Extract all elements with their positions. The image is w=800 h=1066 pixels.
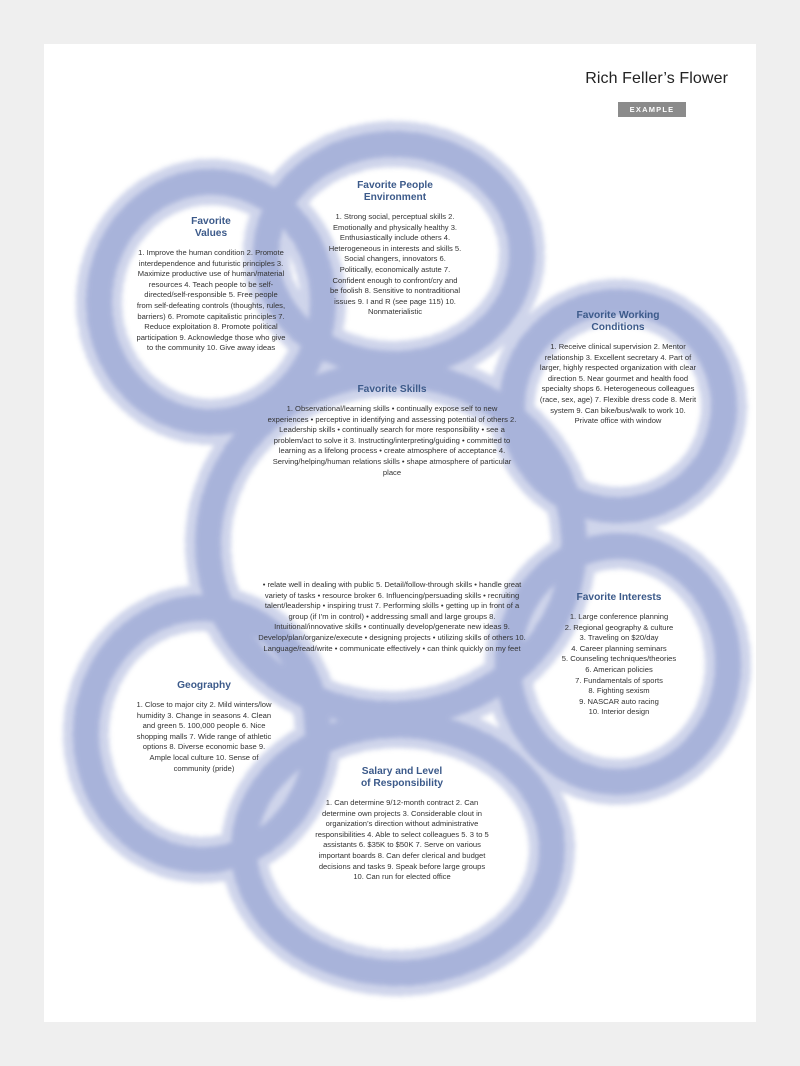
heading-line: Favorite Working (576, 310, 660, 321)
heading-line: Conditions (591, 322, 645, 333)
petal-people (328, 180, 462, 318)
petal-values (136, 216, 286, 354)
petal-values-heading (136, 216, 286, 240)
petal-skills-body-bottom: • relate well in dealing with public 5. Detail/follow-through skills • handle great variety of tasks • resource broker 6. Influencing/persuading skills • recruiting talent/leadership • inspiring trust 7. Performing skills • getting up in front of a group (if I’m in control) • addressing small and large groups 8. Intuitional/innovative skills • continually develop/generate new ideas 9. Develop/plan/organize/execute • designing projects • utilizing skills of others 10. Language/read/write • communicate effectively • can think quickly on my feet (258, 580, 526, 653)
interest-item: 2. Regional geography & culture (564, 622, 674, 632)
petal-working (538, 310, 698, 427)
heading-line: of Responsibility (360, 778, 444, 789)
petal-interests-heading: Favorite Interests (576, 592, 662, 603)
petal-working-body: 1. Receive clinical supervision 2. Mentor relationship 3. Excellent secretary 4. Part of larger, highly respected organization with clear direction 5. Near gourmet and health food specialty shops 6. Heterogeneous colleagues (race, sex, age) 7. Flexible dress code 8. Merit system 9. Can bike/bus/walk to work 10. Private office with window (539, 342, 697, 426)
petal-working-heading (538, 310, 698, 334)
heading-line: Salary and Level (361, 766, 443, 777)
petal-skills-continued (256, 580, 528, 654)
petal-people-heading (328, 180, 462, 204)
petal-geography-heading: Geography (177, 680, 231, 691)
petal-people-body: 1. Strong social, perceptual skills 2. Emotionally and physically healthy 3. Enthusiastically include others 4. Heterogeneous in interests and skills 5. Social changers, innovators 6. Politically, economically astute 7. Confident enough to confront/cry and be foolish 8. Sensitive to nontraditional issues 9. I and R (see page 115) 10. Nonmaterialistic (328, 212, 462, 317)
page-title: Rich Feller’s Flower (585, 70, 728, 87)
petal-skills-body-top: 1. Observational/learning skills • continually expose self to new experiences • perceptive in identifying and assessing potential of others 2. Leadership skills • continually search for more responsibility • see a problem/act to solve it 3. Instructing/interpreting/guiding • committed to learning as a lifelong process • create atmosphere of acceptance 4. Serving/helping/human relations skills • shape atmosphere of particular place (267, 404, 517, 477)
example-badge: EXAMPLE (618, 102, 686, 117)
interest-item: 8. Fighting sexism (588, 686, 650, 696)
interest-item: 9. NASCAR auto racing (579, 696, 659, 706)
petal-salary-body: 1. Can determine 9/12-month contract 2. Can determine own projects 3. Considerable clout in organization’s direction without administrative responsibilities 4. Able to select colleagues 5. 3 to 5 assistants 6. $35K to $50K 7. Serve on various important boards 8. Can defer clerical and budget decisions and tasks 9. Speak before large groups 10. Can run for elected office (315, 798, 489, 882)
petal-interests (538, 592, 700, 718)
heading-line: Favorite People (357, 180, 433, 191)
interest-item: 5. Counseling techniques/theories (561, 654, 677, 664)
petal-salary (314, 766, 490, 883)
interest-item: 7. Fundamentals of sports (575, 675, 663, 685)
petal-geography (136, 680, 272, 774)
interest-item: 10. Interior design (588, 707, 650, 717)
heading-line: Environment (363, 192, 427, 203)
petal-values-body: 1. Improve the human condition 2. Promote interdependence and futuristic principles 3. Maximize productive use of human/material resources 4. Teach people to be self-directed/self-responsible 5. Free people from self-defeating controls (thoughts, rules, barriers) 6. Promote capitalistic principles 7. Reduce exploitation 8. Promote political participation 9. Acknowledge those who give to the community 10. Give away ideas (136, 248, 286, 353)
interest-item: 1. Large conference planning (569, 612, 669, 621)
heading-line: Favorite (191, 216, 231, 227)
interest-item: 3. Traveling on $20/day (579, 633, 659, 643)
petal-geography-body: 1. Close to major city 2. Mild winters/low humidity 3. Change in seasons 4. Clean and green 5. 100,000 people 6. Nice shopping malls 7. Wide range of athletic options 8. Diverse economic base 9. Ample local culture 10. Sense of community (pride) (136, 700, 272, 773)
interest-item: 6. American policies (585, 664, 653, 674)
petal-skills (266, 384, 518, 478)
petal-skills-heading: Favorite Skills (357, 384, 427, 395)
petal-salary-heading (314, 766, 490, 790)
flower-page (44, 44, 756, 1022)
heading-line: Values (194, 228, 228, 239)
interest-item: 4. Career planning seminars (571, 643, 667, 653)
